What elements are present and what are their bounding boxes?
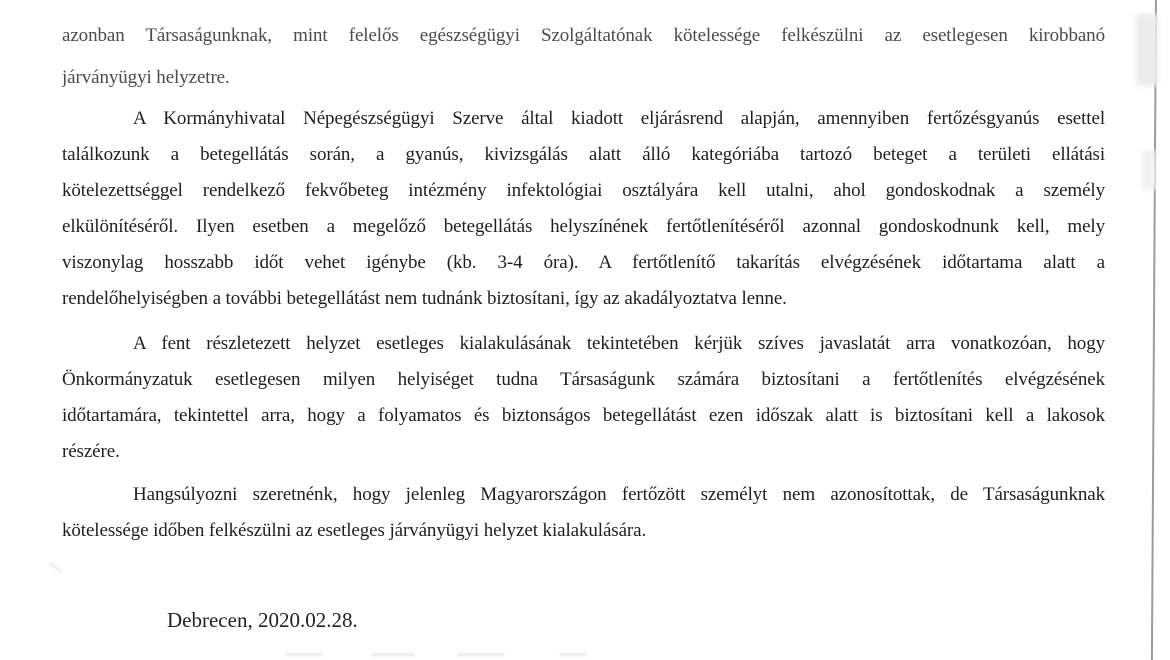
text-line: kötelezettséggel rendelkező fekvőbeteg intézmény infektológiai osztályára kell utalni, ahol gondoskodnak a személy (62, 180, 1105, 201)
text-line: A fent részletezett helyzet esetleges kialakulásának tekintetében kérjük szíves javaslatát arra vonatkozóan, hogy (133, 333, 1105, 354)
text-line: időtartamára, tekintettel arra, hogy a folyamatos és biztonságos betegellátást ezen időszak alatt is biztosítani kell a lakosok (62, 405, 1105, 426)
paragraph (62, 326, 1105, 470)
dateline: Debrecen, 2020.02.28. (167, 608, 358, 632)
text-line: elkülönítéséről. Ilyen esetben a megelőző betegellátás helyszínének fertőtlenítéséről azonnal gondoskodnunk kell, mely (62, 216, 1105, 237)
text-line: részére. (62, 441, 120, 462)
paragraph (62, 15, 1105, 99)
scan-smudge-artifact (372, 653, 414, 656)
paragraph (62, 101, 1105, 317)
text-line: azonban Társaságunknak, mint felelős egészségügyi Szolgáltatónak kötelessége felkészülni az esetlegesen kirobbanó (62, 25, 1105, 46)
scan-smudge-artifact (458, 653, 504, 656)
scan-smudge-artifact (49, 562, 62, 572)
paragraph (62, 477, 1105, 549)
clipped-top-line (62, 0, 1105, 7)
text-line: kötelessége időben felkészülni az esetleges járványügyi helyzet kialakulására. (62, 520, 647, 541)
text-line: járványügyi helyzetre. (62, 67, 230, 88)
text-line: A Kormányhivatal Népegészségügyi Szerve által kiadott eljárásrend alapján, amennyiben fertőzésgyanús esettel (133, 108, 1105, 129)
text-line: találkozunk a betegellátás során, a gyanús, kivizsgálás alatt álló kategóriába tartozó beteget a területi ellátási (62, 144, 1105, 165)
scan-smudge-artifact (560, 653, 586, 656)
text-line: Hangsúlyozni szeretnénk, hogy jelenleg Magyarországon fertőzött személyt nem azonosítottak, de Társaságunknak (133, 484, 1105, 505)
text-line: viszonylag hosszabb időt vehet igénybe (kb. 3-4 óra). A fertőtlenítő takarítás elvégzésének időtartama alatt a (62, 252, 1105, 273)
text-line: Önkormányzatuk esetlegesen milyen helyiséget tudna Társaságunk számára biztosítani a fertőtlenítés elvégzésének (62, 369, 1105, 390)
scan-smudge-artifact (1136, 14, 1158, 86)
scan-smudge-artifact (1142, 150, 1156, 190)
scan-edge-line-artifact (1151, 0, 1157, 660)
text-line: rendelőhelyiségben a további betegellátást nem tudnánk biztosítani, így az akadályoztatva lenne. (62, 288, 787, 309)
scan-smudge-artifact (286, 653, 322, 656)
